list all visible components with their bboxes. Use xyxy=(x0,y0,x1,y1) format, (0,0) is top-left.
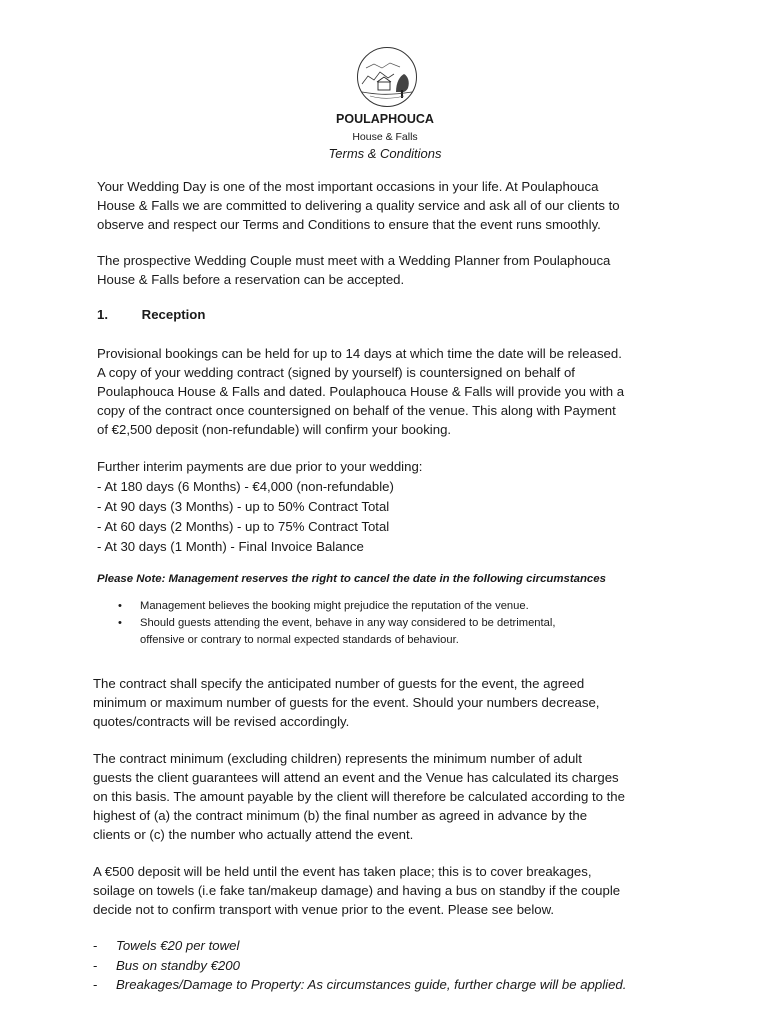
text-line: clients or (c) the number who actually attend the event. xyxy=(93,827,414,842)
text-line: The contract minimum (excluding children) represents the minimum number of adult xyxy=(93,751,582,766)
venue-name: POULAPHOUCA xyxy=(336,112,434,126)
cancellation-bullet-list xyxy=(118,598,555,649)
dash-marker: - xyxy=(93,977,98,992)
charge-item: Bus on standby €200 xyxy=(116,957,240,973)
charge-item: Breakages/Damage to Property: As circumstances guide, further charge will be applied. xyxy=(116,977,627,992)
payment-intro: Further interim payments are due prior to your wedding: xyxy=(97,459,423,474)
text-line: offensive or contrary to normal expected standards of behaviour. xyxy=(140,634,459,646)
text-line: House & Falls before a reservation can be accepted. xyxy=(97,272,405,287)
reception-paragraph xyxy=(97,344,677,439)
deposit-paragraph xyxy=(93,862,683,919)
section-title: Reception xyxy=(141,307,206,322)
document-title: Terms & Conditions xyxy=(328,146,442,161)
management-note: Please Note: Management reserves the right to cancel the date in the following circumstances xyxy=(97,573,606,585)
text-line: A copy of your wedding contract (signed by yourself) is countersigned on behalf of xyxy=(97,365,575,380)
text-line: guests the client guarantees will attend an event and the Venue has calculated its charges xyxy=(93,770,619,785)
charge-item: Towels €20 per towel xyxy=(116,938,240,953)
text-line: Management believes the booking might prejudice the reputation of the venue. xyxy=(140,600,529,612)
list-item xyxy=(118,598,555,615)
text-line: observe and respect our Terms and Conditions to ensure that the event runs smoothly. xyxy=(97,217,601,232)
list-item xyxy=(118,615,555,649)
section-number: 1. xyxy=(97,307,108,322)
bullet-icon: • xyxy=(118,600,122,612)
contract-paragraph xyxy=(93,674,683,731)
venue-logo xyxy=(356,46,418,108)
dash-marker: - xyxy=(93,938,98,953)
text-line: House & Falls we are committed to delivering a quality service and ask all of our clients to xyxy=(97,198,620,213)
payment-item: - At 30 days (1 Month) - Final Invoice Balance xyxy=(97,539,364,554)
payment-item: - At 60 days (2 Months) - up to 75% Contract Total xyxy=(97,519,390,534)
text-line: highest of (a) the contract minimum (b) the final number as agreed in advance by the xyxy=(93,808,588,823)
text-line: of €2,500 deposit (non-refundable) will confirm your booking. xyxy=(97,422,452,437)
list-item xyxy=(93,956,626,976)
payment-schedule xyxy=(97,457,677,557)
intro-paragraph-1 xyxy=(97,177,677,234)
list-item xyxy=(93,936,626,956)
text-line: Should guests attending the event, behave in any way considered to be detrimental, xyxy=(140,617,556,629)
text-line: minimum or maximum number of guests for the event. Should your numbers decrease, xyxy=(93,695,600,710)
intro-paragraph-2 xyxy=(97,251,677,289)
text-line: The contract shall specify the anticipated number of guests for the event, the agreed xyxy=(93,676,585,691)
text-line: decide not to confirm transport with venue prior to the event. Please see below. xyxy=(93,902,555,917)
section-heading-reception xyxy=(97,307,205,322)
dash-marker: - xyxy=(93,957,98,973)
contract-minimum-paragraph xyxy=(93,749,683,844)
text-line: on this basis. The amount payable by the client will therefore be calculated according to the xyxy=(93,789,625,804)
text-line: A €500 deposit will be held until the event has taken place; this is to cover breakages, xyxy=(93,864,592,879)
text-line: quotes/contracts will be revised accordingly. xyxy=(93,714,350,729)
text-line: soilage on towels (i.e fake tan/makeup damage) and having a bus on standby if the couple xyxy=(93,883,621,898)
payment-item: - At 180 days (6 Months) - €4,000 (non-refundable) xyxy=(97,479,394,494)
text-line: copy of the contract once countersigned on behalf of the venue. This along with Payment xyxy=(97,403,616,418)
list-item xyxy=(93,975,626,995)
text-line: Poulaphouca House & Falls and dated. Poulaphouca House & Falls will provide you with a xyxy=(97,384,625,399)
payment-item: - At 90 days (3 Months) - up to 50% Contract Total xyxy=(97,499,390,514)
text-line: The prospective Wedding Couple must meet with a Wedding Planner from Poulaphouca xyxy=(97,253,611,268)
text-line: Your Wedding Day is one of the most important occasions in your life. At Poulaphouca xyxy=(97,179,599,194)
venue-subtitle: House & Falls xyxy=(352,131,418,143)
bullet-icon: • xyxy=(118,617,122,629)
charges-list xyxy=(93,936,626,995)
text-line: Provisional bookings can be held for up to 14 days at which time the date will be released. xyxy=(97,346,622,361)
